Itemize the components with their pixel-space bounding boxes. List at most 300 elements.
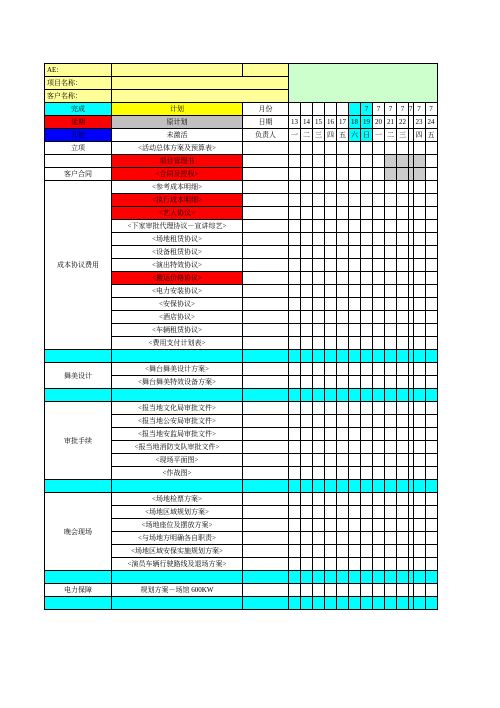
schedule-cell[interactable]: [361, 233, 373, 246]
schedule-cell[interactable]: [301, 428, 313, 441]
schedule-cell[interactable]: [289, 337, 301, 350]
schedule-cell[interactable]: [373, 168, 385, 181]
schedule-cell[interactable]: [289, 428, 301, 441]
schedule-cell[interactable]: [373, 259, 385, 272]
schedule-cell[interactable]: [385, 519, 397, 532]
schedule-cell[interactable]: [313, 246, 325, 259]
schedule-cell[interactable]: [289, 233, 301, 246]
schedule-cell[interactable]: [385, 350, 397, 363]
schedule-cell[interactable]: [289, 246, 301, 259]
schedule-cell[interactable]: [385, 584, 397, 597]
owner-cell[interactable]: [243, 298, 289, 311]
schedule-cell[interactable]: [413, 142, 425, 155]
schedule-cell[interactable]: [325, 233, 337, 246]
schedule-cell[interactable]: [425, 220, 437, 233]
schedule-cell[interactable]: [325, 558, 337, 571]
schedule-cell[interactable]: [349, 584, 361, 597]
schedule-cell[interactable]: [385, 142, 397, 155]
schedule-cell[interactable]: [413, 454, 425, 467]
schedule-cell[interactable]: [289, 389, 301, 402]
schedule-cell[interactable]: [313, 389, 325, 402]
schedule-cell[interactable]: [397, 441, 409, 454]
schedule-cell[interactable]: [413, 298, 425, 311]
schedule-cell[interactable]: [313, 220, 325, 233]
schedule-cell[interactable]: [349, 220, 361, 233]
schedule-cell[interactable]: [373, 519, 385, 532]
schedule-cell[interactable]: [301, 376, 313, 389]
schedule-cell[interactable]: [397, 480, 409, 493]
schedule-cell[interactable]: [385, 220, 397, 233]
schedule-cell[interactable]: [325, 350, 337, 363]
schedule-cell[interactable]: [361, 597, 373, 610]
schedule-cell[interactable]: [337, 454, 349, 467]
schedule-cell[interactable]: [289, 298, 301, 311]
schedule-cell[interactable]: [301, 389, 313, 402]
schedule-cell[interactable]: [325, 389, 337, 402]
schedule-cell[interactable]: [397, 428, 409, 441]
schedule-cell[interactable]: [413, 272, 425, 285]
schedule-cell[interactable]: [397, 168, 409, 181]
schedule-cell[interactable]: [373, 506, 385, 519]
schedule-cell[interactable]: [413, 545, 425, 558]
schedule-cell[interactable]: [373, 454, 385, 467]
schedule-cell[interactable]: [425, 350, 437, 363]
schedule-cell[interactable]: [413, 207, 425, 220]
schedule-cell[interactable]: [425, 467, 437, 480]
schedule-cell[interactable]: [361, 363, 373, 376]
schedule-cell[interactable]: [425, 493, 437, 506]
schedule-cell[interactable]: [289, 467, 301, 480]
schedule-cell[interactable]: [313, 285, 325, 298]
schedule-cell[interactable]: [325, 337, 337, 350]
schedule-cell[interactable]: [325, 311, 337, 324]
schedule-cell[interactable]: [361, 454, 373, 467]
schedule-cell[interactable]: [349, 324, 361, 337]
schedule-cell[interactable]: [413, 337, 425, 350]
schedule-cell[interactable]: [349, 194, 361, 207]
schedule-cell[interactable]: [413, 285, 425, 298]
schedule-cell[interactable]: [337, 597, 349, 610]
schedule-cell[interactable]: [289, 415, 301, 428]
schedule-cell[interactable]: [349, 142, 361, 155]
schedule-cell[interactable]: [425, 194, 437, 207]
schedule-cell[interactable]: [325, 597, 337, 610]
schedule-cell[interactable]: [373, 480, 385, 493]
schedule-cell[interactable]: [301, 467, 313, 480]
schedule-cell[interactable]: [425, 545, 437, 558]
schedule-cell[interactable]: [325, 532, 337, 545]
schedule-cell[interactable]: [349, 155, 361, 168]
owner-cell[interactable]: [243, 545, 289, 558]
schedule-cell[interactable]: [385, 285, 397, 298]
schedule-cell[interactable]: [301, 181, 313, 194]
schedule-cell[interactable]: [289, 311, 301, 324]
schedule-cell[interactable]: [413, 415, 425, 428]
schedule-cell[interactable]: [301, 246, 313, 259]
schedule-cell[interactable]: [301, 207, 313, 220]
schedule-cell[interactable]: [373, 597, 385, 610]
schedule-cell[interactable]: [385, 246, 397, 259]
schedule-cell[interactable]: [385, 337, 397, 350]
schedule-cell[interactable]: [425, 298, 437, 311]
schedule-cell[interactable]: [313, 259, 325, 272]
schedule-cell[interactable]: [349, 376, 361, 389]
schedule-cell[interactable]: [425, 311, 437, 324]
schedule-cell[interactable]: [289, 350, 301, 363]
schedule-cell[interactable]: [313, 545, 325, 558]
schedule-cell[interactable]: [325, 220, 337, 233]
schedule-cell[interactable]: [361, 506, 373, 519]
schedule-cell[interactable]: [361, 337, 373, 350]
schedule-cell[interactable]: [301, 259, 313, 272]
schedule-cell[interactable]: [397, 415, 409, 428]
schedule-cell[interactable]: [337, 467, 349, 480]
schedule-cell[interactable]: [313, 558, 325, 571]
ae-value[interactable]: [112, 64, 243, 77]
project-value[interactable]: [112, 77, 289, 90]
schedule-cell[interactable]: [385, 467, 397, 480]
schedule-cell[interactable]: [325, 454, 337, 467]
schedule-cell[interactable]: [397, 402, 409, 415]
schedule-cell[interactable]: [397, 298, 409, 311]
owner-cell[interactable]: [243, 337, 289, 350]
schedule-cell[interactable]: [425, 597, 437, 610]
schedule-cell[interactable]: [313, 298, 325, 311]
schedule-cell[interactable]: [397, 285, 409, 298]
schedule-cell[interactable]: [361, 259, 373, 272]
schedule-cell[interactable]: [301, 155, 313, 168]
schedule-cell[interactable]: [349, 571, 361, 584]
schedule-cell[interactable]: [301, 285, 313, 298]
schedule-cell[interactable]: [385, 259, 397, 272]
schedule-cell[interactable]: [361, 194, 373, 207]
schedule-cell[interactable]: [361, 168, 373, 181]
schedule-cell[interactable]: [301, 454, 313, 467]
schedule-cell[interactable]: [313, 324, 325, 337]
schedule-cell[interactable]: [289, 545, 301, 558]
schedule-cell[interactable]: [373, 363, 385, 376]
schedule-cell[interactable]: [325, 571, 337, 584]
schedule-cell[interactable]: [325, 168, 337, 181]
owner-cell[interactable]: [243, 168, 289, 181]
schedule-cell[interactable]: [385, 233, 397, 246]
schedule-cell[interactable]: [337, 311, 349, 324]
schedule-cell[interactable]: [413, 246, 425, 259]
schedule-cell[interactable]: [425, 428, 437, 441]
schedule-cell[interactable]: [313, 142, 325, 155]
schedule-cell[interactable]: [361, 558, 373, 571]
schedule-cell[interactable]: [325, 246, 337, 259]
schedule-cell[interactable]: [325, 207, 337, 220]
schedule-cell[interactable]: [325, 181, 337, 194]
owner-cell[interactable]: [243, 506, 289, 519]
schedule-cell[interactable]: [289, 571, 301, 584]
schedule-cell[interactable]: [361, 441, 373, 454]
schedule-cell[interactable]: [349, 168, 361, 181]
schedule-cell[interactable]: [361, 220, 373, 233]
schedule-cell[interactable]: [313, 337, 325, 350]
schedule-cell[interactable]: [373, 207, 385, 220]
schedule-cell[interactable]: [397, 142, 409, 155]
owner-cell[interactable]: [243, 532, 289, 545]
schedule-cell[interactable]: [413, 584, 425, 597]
schedule-cell[interactable]: [325, 376, 337, 389]
schedule-cell[interactable]: [413, 571, 425, 584]
schedule-cell[interactable]: [325, 493, 337, 506]
ae-extra[interactable]: [243, 64, 289, 77]
schedule-cell[interactable]: [313, 376, 325, 389]
schedule-cell[interactable]: [425, 506, 437, 519]
schedule-cell[interactable]: [289, 493, 301, 506]
owner-cell[interactable]: [243, 584, 289, 597]
schedule-cell[interactable]: [313, 350, 325, 363]
schedule-cell[interactable]: [325, 428, 337, 441]
schedule-cell[interactable]: [289, 597, 301, 610]
schedule-cell[interactable]: [337, 233, 349, 246]
schedule-cell[interactable]: [325, 441, 337, 454]
schedule-cell[interactable]: [349, 285, 361, 298]
schedule-cell[interactable]: [313, 194, 325, 207]
owner-cell[interactable]: [243, 441, 289, 454]
schedule-cell[interactable]: [361, 428, 373, 441]
schedule-cell[interactable]: [361, 311, 373, 324]
schedule-cell[interactable]: [313, 207, 325, 220]
schedule-cell[interactable]: [325, 519, 337, 532]
schedule-cell[interactable]: [413, 480, 425, 493]
schedule-cell[interactable]: [373, 324, 385, 337]
schedule-cell[interactable]: [385, 363, 397, 376]
schedule-cell[interactable]: [397, 233, 409, 246]
schedule-cell[interactable]: [425, 532, 437, 545]
schedule-cell[interactable]: [385, 454, 397, 467]
schedule-cell[interactable]: [301, 532, 313, 545]
schedule-cell[interactable]: [337, 324, 349, 337]
schedule-cell[interactable]: [349, 246, 361, 259]
schedule-cell[interactable]: [413, 194, 425, 207]
schedule-cell[interactable]: [349, 532, 361, 545]
schedule-cell[interactable]: [413, 376, 425, 389]
schedule-cell[interactable]: [349, 181, 361, 194]
schedule-cell[interactable]: [313, 428, 325, 441]
schedule-cell[interactable]: [301, 337, 313, 350]
schedule-cell[interactable]: [313, 272, 325, 285]
schedule-cell[interactable]: [313, 181, 325, 194]
schedule-cell[interactable]: [337, 545, 349, 558]
schedule-cell[interactable]: [373, 584, 385, 597]
schedule-cell[interactable]: [361, 389, 373, 402]
schedule-cell[interactable]: [397, 389, 409, 402]
schedule-cell[interactable]: [289, 480, 301, 493]
schedule-cell[interactable]: [289, 441, 301, 454]
schedule-cell[interactable]: [289, 363, 301, 376]
schedule-cell[interactable]: [289, 259, 301, 272]
schedule-cell[interactable]: [289, 194, 301, 207]
schedule-cell[interactable]: [413, 350, 425, 363]
schedule-cell[interactable]: [289, 142, 301, 155]
schedule-cell[interactable]: [325, 506, 337, 519]
schedule-cell[interactable]: [337, 272, 349, 285]
schedule-cell[interactable]: [373, 142, 385, 155]
schedule-cell[interactable]: [301, 558, 313, 571]
schedule-cell[interactable]: [425, 519, 437, 532]
schedule-cell[interactable]: [313, 155, 325, 168]
schedule-cell[interactable]: [413, 363, 425, 376]
schedule-cell[interactable]: [325, 142, 337, 155]
schedule-cell[interactable]: [301, 272, 313, 285]
schedule-cell[interactable]: [313, 493, 325, 506]
schedule-cell[interactable]: [325, 194, 337, 207]
owner-cell[interactable]: [243, 259, 289, 272]
owner-cell[interactable]: [243, 142, 289, 155]
schedule-cell[interactable]: [373, 298, 385, 311]
schedule-cell[interactable]: [373, 220, 385, 233]
schedule-cell[interactable]: [361, 350, 373, 363]
schedule-cell[interactable]: [349, 467, 361, 480]
schedule-cell[interactable]: [301, 363, 313, 376]
schedule-cell[interactable]: [337, 532, 349, 545]
schedule-cell[interactable]: [289, 402, 301, 415]
schedule-cell[interactable]: [397, 545, 409, 558]
schedule-cell[interactable]: [373, 441, 385, 454]
schedule-cell[interactable]: [385, 480, 397, 493]
schedule-cell[interactable]: [301, 493, 313, 506]
schedule-cell[interactable]: [349, 441, 361, 454]
schedule-cell[interactable]: [361, 493, 373, 506]
schedule-cell[interactable]: [325, 467, 337, 480]
owner-cell[interactable]: [243, 428, 289, 441]
schedule-cell[interactable]: [361, 376, 373, 389]
schedule-cell[interactable]: [397, 350, 409, 363]
schedule-cell[interactable]: [301, 233, 313, 246]
schedule-cell[interactable]: [385, 324, 397, 337]
owner-cell[interactable]: [243, 220, 289, 233]
schedule-cell[interactable]: [289, 324, 301, 337]
schedule-cell[interactable]: [385, 558, 397, 571]
schedule-cell[interactable]: [337, 350, 349, 363]
schedule-cell[interactable]: [397, 597, 409, 610]
schedule-cell[interactable]: [397, 194, 409, 207]
schedule-cell[interactable]: [413, 441, 425, 454]
schedule-cell[interactable]: [373, 194, 385, 207]
schedule-cell[interactable]: [313, 311, 325, 324]
schedule-cell[interactable]: [337, 519, 349, 532]
schedule-cell[interactable]: [385, 402, 397, 415]
schedule-cell[interactable]: [397, 155, 409, 168]
schedule-cell[interactable]: [349, 350, 361, 363]
schedule-cell[interactable]: [413, 220, 425, 233]
schedule-cell[interactable]: [325, 285, 337, 298]
schedule-cell[interactable]: [413, 519, 425, 532]
schedule-cell[interactable]: [413, 233, 425, 246]
schedule-cell[interactable]: [337, 506, 349, 519]
schedule-cell[interactable]: [337, 363, 349, 376]
owner-cell[interactable]: [243, 454, 289, 467]
schedule-cell[interactable]: [349, 311, 361, 324]
schedule-cell[interactable]: [373, 389, 385, 402]
schedule-cell[interactable]: [385, 532, 397, 545]
schedule-cell[interactable]: [313, 597, 325, 610]
schedule-cell[interactable]: [385, 207, 397, 220]
schedule-cell[interactable]: [337, 493, 349, 506]
schedule-cell[interactable]: [337, 194, 349, 207]
schedule-cell[interactable]: [325, 545, 337, 558]
schedule-cell[interactable]: [349, 363, 361, 376]
schedule-cell[interactable]: [301, 311, 313, 324]
schedule-cell[interactable]: [325, 298, 337, 311]
schedule-cell[interactable]: [301, 298, 313, 311]
schedule-cell[interactable]: [385, 506, 397, 519]
schedule-cell[interactable]: [425, 389, 437, 402]
schedule-cell[interactable]: [301, 168, 313, 181]
schedule-cell[interactable]: [301, 402, 313, 415]
schedule-cell[interactable]: [373, 415, 385, 428]
schedule-cell[interactable]: [289, 519, 301, 532]
schedule-cell[interactable]: [385, 389, 397, 402]
schedule-cell[interactable]: [385, 376, 397, 389]
schedule-cell[interactable]: [397, 571, 409, 584]
schedule-cell[interactable]: [289, 584, 301, 597]
schedule-cell[interactable]: [337, 441, 349, 454]
owner-cell[interactable]: [243, 324, 289, 337]
schedule-cell[interactable]: [289, 181, 301, 194]
schedule-cell[interactable]: [301, 519, 313, 532]
schedule-cell[interactable]: [413, 532, 425, 545]
schedule-cell[interactable]: [337, 402, 349, 415]
schedule-cell[interactable]: [397, 558, 409, 571]
schedule-cell[interactable]: [325, 155, 337, 168]
schedule-cell[interactable]: [373, 558, 385, 571]
schedule-cell[interactable]: [349, 272, 361, 285]
schedule-cell[interactable]: [313, 480, 325, 493]
schedule-cell[interactable]: [325, 259, 337, 272]
schedule-cell[interactable]: [425, 441, 437, 454]
schedule-cell[interactable]: [397, 454, 409, 467]
schedule-cell[interactable]: [425, 558, 437, 571]
schedule-cell[interactable]: [397, 519, 409, 532]
schedule-cell[interactable]: [425, 571, 437, 584]
schedule-cell[interactable]: [425, 324, 437, 337]
schedule-cell[interactable]: [361, 298, 373, 311]
schedule-cell[interactable]: [397, 324, 409, 337]
schedule-cell[interactable]: [337, 259, 349, 272]
schedule-cell[interactable]: [425, 454, 437, 467]
schedule-cell[interactable]: [397, 493, 409, 506]
schedule-cell[interactable]: [425, 402, 437, 415]
schedule-cell[interactable]: [373, 233, 385, 246]
schedule-cell[interactable]: [397, 506, 409, 519]
schedule-cell[interactable]: [397, 181, 409, 194]
schedule-cell[interactable]: [413, 181, 425, 194]
schedule-cell[interactable]: [337, 415, 349, 428]
schedule-cell[interactable]: [425, 480, 437, 493]
schedule-cell[interactable]: [349, 480, 361, 493]
schedule-cell[interactable]: [301, 571, 313, 584]
owner-cell[interactable]: [243, 402, 289, 415]
owner-cell[interactable]: [243, 272, 289, 285]
schedule-cell[interactable]: [337, 376, 349, 389]
schedule-cell[interactable]: [301, 194, 313, 207]
schedule-cell[interactable]: [313, 519, 325, 532]
schedule-cell[interactable]: [361, 532, 373, 545]
schedule-cell[interactable]: [289, 207, 301, 220]
schedule-cell[interactable]: [373, 571, 385, 584]
schedule-cell[interactable]: [325, 584, 337, 597]
schedule-cell[interactable]: [325, 324, 337, 337]
schedule-cell[interactable]: [397, 246, 409, 259]
schedule-cell[interactable]: [361, 415, 373, 428]
schedule-cell[interactable]: [349, 428, 361, 441]
schedule-cell[interactable]: [373, 402, 385, 415]
